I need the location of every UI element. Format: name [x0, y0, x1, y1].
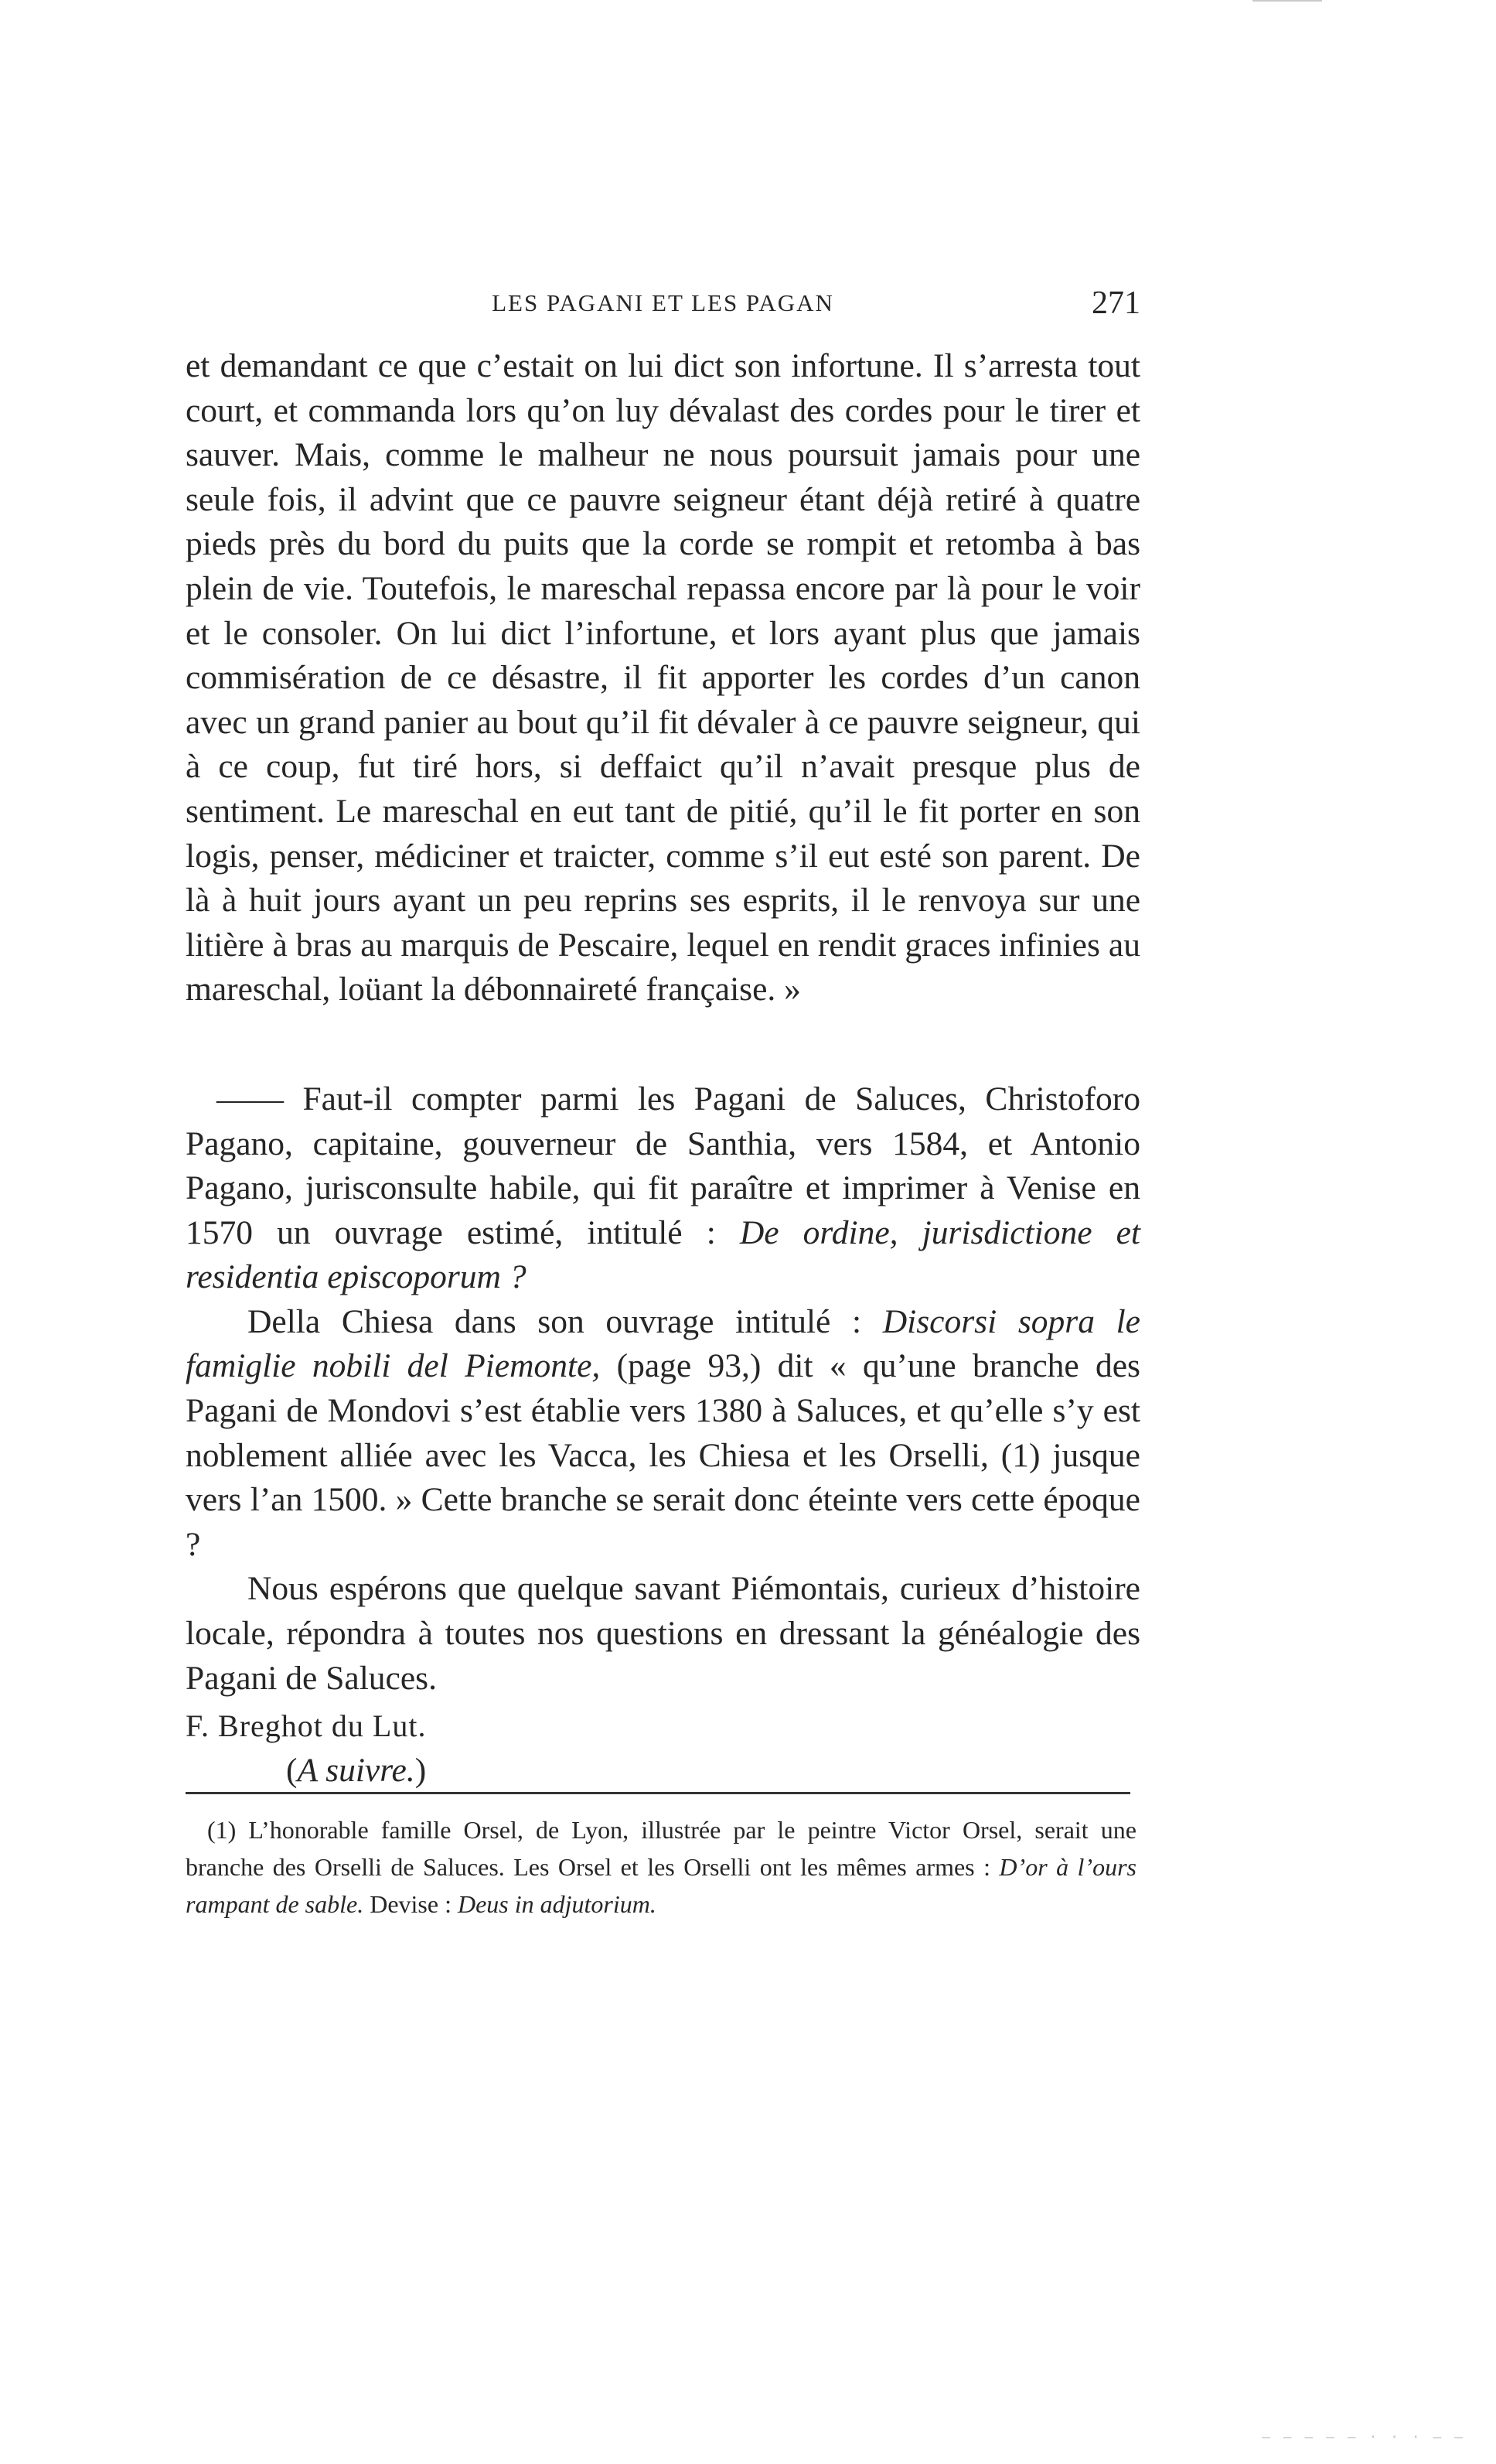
paragraph-continuation: et demandant ce que c’estait on lui dict son infortune. Il s’arresta tout court, et commanda lors qu’on luy dévalast des cordes pour le tirer et sauver. Mais, comme le malheur ne nous poursuit jamais pour une seule fois, il advint que ce pauvre seigneur étant déjà retiré à quatre pieds près du bord du puits que la corde se rompit et retomba à bas plein de vie. Toutefois, le mareschal repassa encore par là pour le voir et le consoler. On lui dict l’infortune, et lors ayant plus que jamais commisération de ce désastre, il fit apporter les cordes d’un canon avec un grand panier au bout qu’il fit dévaler à ce pauvre seigneur, qui à ce coup, fut tiré hors, si deffaict qu’il n’avait presque plus de sentiment. Le mareschal en eut tant de pitié, qu’il le fit porter en son logis, penser, médiciner et traicter, comme s’il eut esté son parent. De là à huit jours ayant un peu reprins ses esprits, il le renvoya sur une litière à bras au marquis de Pescaire, lequel en rendit graces infinies au mareschal, loüant la débonnaireté française. »	[186, 347, 1140, 1008]
paragraph-della-chiesa	[186, 1300, 1140, 1568]
footnote-blazon: D’or à l’ours rampant de sable.	[186, 1853, 1137, 1918]
book-title: De ordine, jurisdictione et residentia episcoporum ?	[186, 1213, 1140, 1296]
page-number: 271	[1092, 285, 1140, 321]
footnote-motto: Deus in adjutorium.	[457, 1890, 656, 1918]
paragraph-text: —— Faut-il compter parmi les Pagani de Saluces, Christoforo Pagano, capitaine, gouverneur de Santhia, vers 1584, et Antonio Pagano, jurisconsulte habile, qui fit paraître et imprimer à Venise en 1570 un ouvrage estimé, intitulé :	[186, 1080, 1140, 1251]
footnotes	[186, 1811, 1136, 1923]
footnote-text: (1) L’honorable famille Orsel, de Lyon, illustrée par le peintre Victor Orsel, serait une branche des Orselli de Saluces. Les Orsel et les Orselli ont les mêmes armes :	[186, 1816, 1136, 1881]
paren-close: )	[414, 1751, 427, 1789]
book-title: Discorsi sopra le famiglie nobili del Piemonte,	[186, 1302, 1140, 1385]
paragraph-conclusion: Nous espérons que quelque savant Piémontais, curieux d’histoire locale, répondra à toutes nos questions en dressant la généalogie des Pagani de Saluces.	[186, 1570, 1140, 1697]
paragraph-text: (page 93,) dit « qu’une branche des Pagani de Mondovi s’est établie vers 1380 à Saluces, et qu’elle s’y est noblement alliée avec les Vacca, les Chiesa et les Orselli, (1) jusque vers l’an 1500. » Cette branche se serait donc éteinte vers cette époque ?	[186, 1347, 1140, 1563]
scan-edge-mark	[1252, 0, 1322, 2]
paragraph-text: Della Chiesa dans son ouvrage intitulé :	[247, 1302, 883, 1340]
footnote-divider	[186, 1792, 1130, 1794]
footnote-1	[186, 1811, 1136, 1923]
running-title: LES PAGANI ET LES PAGAN	[492, 289, 834, 316]
paren-open: (	[286, 1751, 298, 1789]
footnote-text: Devise :	[363, 1890, 458, 1918]
paragraph-pagani-saluces	[186, 1077, 1140, 1300]
main-text	[186, 344, 1140, 1793]
to-be-continued	[186, 1749, 1140, 1793]
scan-edge-dashes: — — — — — · · · — —	[1262, 2429, 1465, 2445]
a-suivre-text: A suivre.	[297, 1751, 415, 1789]
author-signature: F. Breghot du Lut.	[186, 1708, 427, 1744]
page-header	[186, 280, 1140, 326]
